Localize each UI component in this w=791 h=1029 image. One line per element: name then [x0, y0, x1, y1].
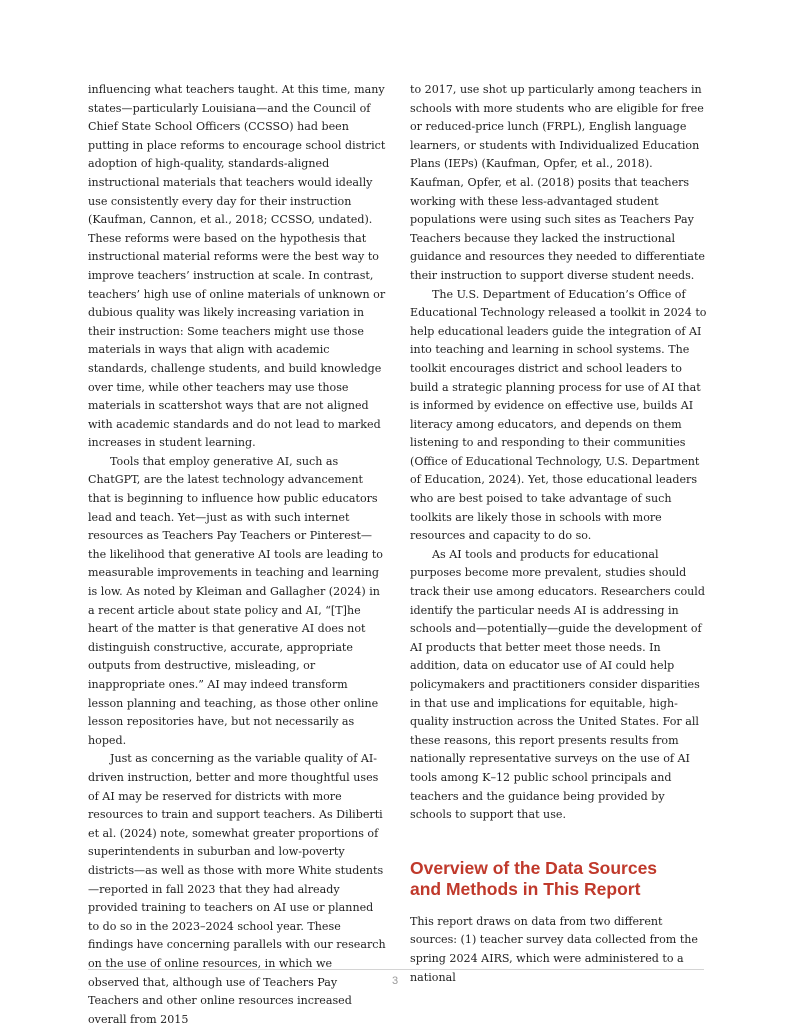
body-paragraph: Tools that employ generative AI, such as ChatGPT, are the latest technology advancement that is beginning to influence how public educators lead and teach. Yet—just as with such internet resources as Teachers Pay Teachers or Pinterest—the likelihood that generative AI tools are leading to measurable improvements in teaching and learning is low. As noted by Kleiman and Gallagher (2024) in a recent article about state policy and AI, “[T]he heart of the matter is that generative AI does not distinguish constructive, accurate, appropriate outputs from destructive, misleading, or inappropriate ones.” AI may indeed transform lesson planning and teaching, as those other online lesson repositories have, but not necessarily as hoped. — [88, 454, 383, 747]
section-heading-line: Overview of the Data Sources — [410, 857, 658, 878]
section-heading — [410, 858, 708, 900]
body-paragraph: The U.S. Department of Education’s Office of Educational Technology released a toolkit in 2024 to help educational leaders guide the integration of AI into teaching and learning in school systems. The toolkit encourages district and school leaders to build a strategic planning process for use of AI that is informed by evidence on effective use, builds AI literacy among educators, and depends on them listening to and responding to their communities (Office of Educational Technology, U.S. Department of Education, 2024). Yet, those educational leaders who are best poised to take advantage of such toolkits are likely those in schools with more resources and capacity to do so. — [410, 287, 707, 543]
section-intro-paragraph: This report draws on data from two different sources: (1) teacher survey data collected from the spring 2024 AIRS, which were administered to a national — [410, 914, 698, 984]
body-paragraph: Just as concerning as the variable quality of AI-driven instruction, better and more thoughtful uses of AI may be reserved for districts with more resources to train and support teachers. As Diliberti et al. (2024) note, somewhat greater proportions of superintendents in suburban and low-poverty districts—as well as those with more White students—reported in fall 2023 that they had already provided training to teachers on AI use or planned to do so in the 2023–2024 school year. These findings have concerning parallels with our research on the use of online resources, in which we observed that, although use of Teachers Pay Teachers and other online resources increased overall from 2015 — [88, 752, 386, 1026]
body-paragraph: to 2017, use shot up particularly among teachers in schools with more students who are eligible for free or reduced-price lunch (FRPL), English language learners, or students with Individualized Education Plans (IEPs) (Kaufman, Opfer, et al., 2018). Kaufman, Opfer, et al. (2018) posits that teachers working with these less-advantaged student populations were using such sites as Teachers Pay Teachers because they lacked the instructional guidance and resources they needed to differentiate their instruction to support diverse student needs. — [410, 83, 705, 282]
body-paragraph: As AI tools and products for educational purposes become more prevalent, studies should track their use among educators. Researchers could identify the particular needs AI is addressing in schools and—potentially—guide the development of AI products that better meet those needs. In addition, data on educator use of AI could help policymakers and practitioners consider disparities in that use and implications for equitable, high-quality instruction across the United States. For all these reasons, this report presents results from nationally representative surveys on the use of AI tools among K–12 public school principals and teachers and the guidance being provided by schools to support that use. — [410, 547, 705, 822]
section-heading-line: and Methods in This Report — [410, 878, 641, 899]
right-column — [410, 81, 708, 987]
page-number: 3 — [391, 975, 399, 987]
left-column — [88, 81, 386, 1029]
body-paragraph: influencing what teachers taught. At this time, many states—particularly Louisiana—and the Council of Chief State School Officers (CCSSO) had been putting in place reforms to encourage school district adoption of high-quality, standards-aligned instructional materials that teachers would ideally use consistently every day for their instruction (Kaufman, Cannon, et al., 2018; CCSSO, undated). These reforms were based on the hypothesis that instructional material reforms were the best way to improve teachers’ instruction at scale. In contrast, teachers’ high use of online materials of unknown or dubious quality was likely increasing variation in their instruction: Some teachers might use those materials in ways that align with academic standards, challenge students, and build knowledge over time, while other teachers may use those materials in scattershot ways that are not aligned with academic standards and do not lead to marked increases in student learning. — [88, 83, 386, 450]
footer-divider — [88, 969, 704, 970]
